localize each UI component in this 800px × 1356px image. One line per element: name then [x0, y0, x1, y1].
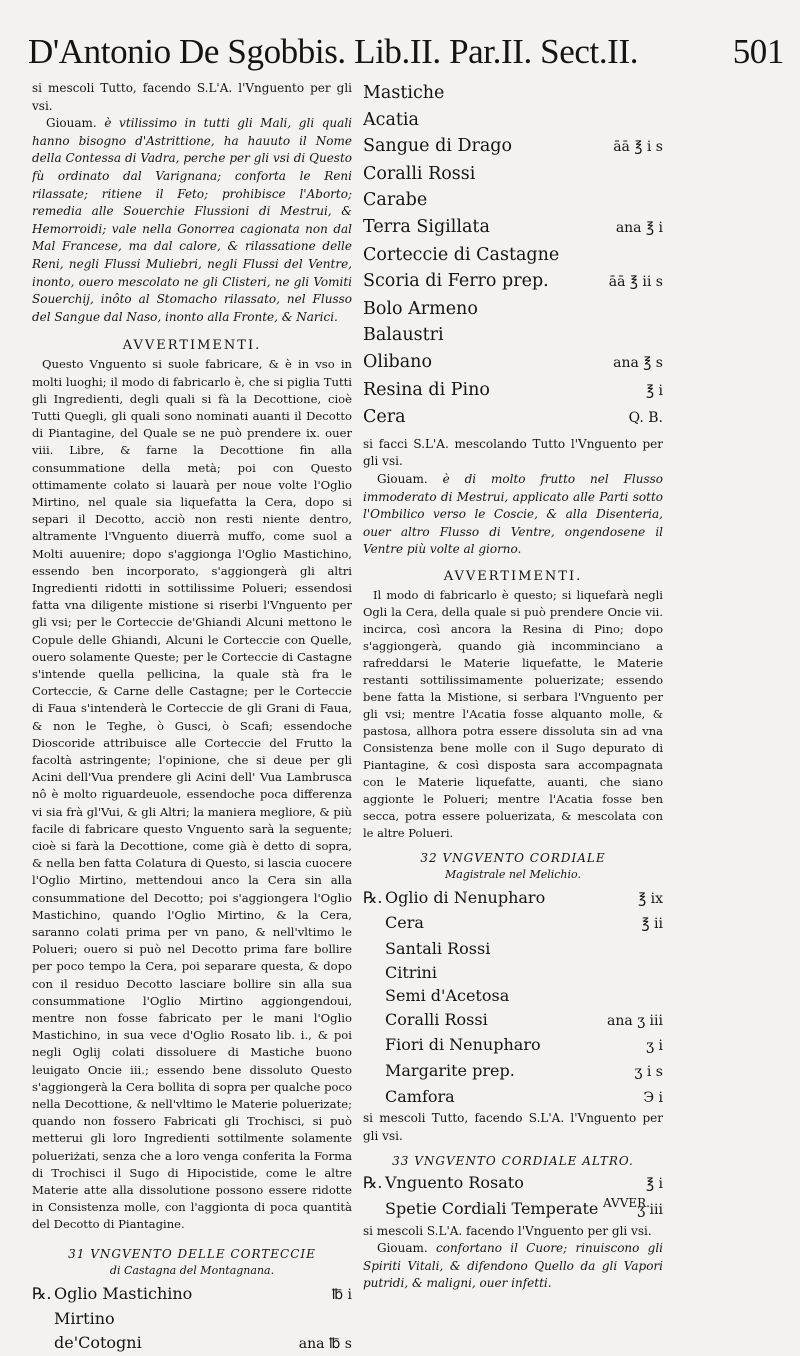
- ingredient-name-group: [32, 1307, 115, 1331]
- ingredient-quantity: āā ℥ i s: [613, 139, 663, 156]
- ingredient-row: [363, 242, 663, 269]
- ingredient-row: [363, 322, 663, 349]
- ingredient-name: Coralli Rossi: [363, 163, 476, 184]
- ingredient-name: Bolo Armeno: [363, 298, 478, 319]
- ingredient-name: Oglio di Nenupharo: [385, 887, 546, 907]
- recipe-31-title: 31 VNGVENTO DELLE CORTECCIE: [68, 1246, 316, 1261]
- ingredient-name: Margarite prep.: [385, 1061, 515, 1081]
- recipe-31-ingredients: [32, 1282, 352, 1356]
- ingredient-quantity: āā ℥ ii s: [608, 274, 663, 291]
- ingredient-name: Acatia: [363, 109, 419, 130]
- ingredient-name: de'Cotogni: [54, 1332, 142, 1352]
- ingredient-row: [363, 107, 663, 134]
- ingredient-name-group: [363, 911, 424, 935]
- ingredient-quantity: ℥ i: [645, 382, 663, 399]
- closing-text: si facci S.L'A. mescolando Tutto l'Vnguento per gli vsi.: [363, 436, 663, 469]
- recipe-33-title: 33 VNGVENTO CORDIALE ALTRO.: [392, 1154, 634, 1169]
- ingredient-name-group: [363, 1059, 515, 1083]
- avvertimenti-text-2: Il modo di fabricarlo è questo; si liquefarà negli Ogli la Cera, della quale si può prendere Oncie vii. incirca, così ancora la Resina di Pino; dopo s'aggiongerà, quando già incomminciano a rafreddarsi le Materie liquefatte, le Materie restanti sottilissimamente poluerizate; essendo bene fatta la Mistione, si serbara l'Vnguento per gli vsi; mentre l'Acatia fosse alquanto molle, & pastosa, allhora potra essere dissoluta sin ad vna Consistenza bene molle con il Sugo depurato di Piantagine, & così disposta sara accompagnata con le Materie liquefatte, auanti, che siano aggionte le Polueri; mentre l'Acatia fosse ben secca, potra essere poluerizata, & mescolata con le altre Polueri.: [363, 587, 663, 840]
- giouam-label: Giouam.: [46, 116, 97, 131]
- ingredient-row: [32, 1307, 352, 1331]
- ingredient-row: [363, 984, 663, 1008]
- ingredient-quantity: Q. B.: [628, 410, 663, 427]
- ingredient-row: [363, 404, 663, 432]
- right-column: [363, 80, 663, 1293]
- ingredient-quantity: ana ℥ s: [613, 354, 663, 371]
- ingredient-name-group: [363, 1197, 598, 1221]
- ingredient-row: [363, 268, 663, 296]
- ingredient-name: Semi d'Acetosa: [385, 986, 510, 1006]
- ingredient-row: [363, 214, 663, 242]
- ingredient-name-group: [363, 937, 490, 961]
- avvertimenti-heading-2: AVVERTIMENTI.: [443, 568, 583, 584]
- ingredient-quantity: ℥ i: [645, 1176, 663, 1193]
- ingredient-name-group: [363, 133, 512, 160]
- ingredient-name-group: [363, 1008, 488, 1032]
- ingredient-name-group: [363, 161, 475, 188]
- ingredient-name: Sangue di Drago: [363, 136, 513, 157]
- ingredient-name: Spetie Cordiali Temperate: [385, 1199, 599, 1218]
- ingredient-name-group: [363, 187, 427, 214]
- ingredient-name: Resina di Pino: [363, 379, 490, 400]
- ingredient-row: [363, 1033, 663, 1059]
- ingredient-name-group: [363, 242, 559, 269]
- giouam-text-3: confortano il Cuore; rinuiscono gli Spiriti Vitali, & difendono Quello da gli Vapori putridi, & maligni, ouer infetti.: [363, 1241, 663, 1291]
- ingredient-row: [363, 349, 663, 377]
- ingredient-name: Santali Rossi: [385, 939, 491, 959]
- ingredient-name: Citrini: [385, 962, 437, 982]
- ingredient-name: Oglio Mastichino: [54, 1283, 193, 1303]
- ingredient-row: [32, 1282, 352, 1308]
- recipe-symbol: ℞.: [363, 1173, 383, 1193]
- ingredient-row: [363, 187, 663, 214]
- ingredient-name-group: [32, 1331, 142, 1355]
- ingredient-quantity: ʒ i: [646, 1038, 663, 1055]
- ingredient-row: [363, 961, 663, 985]
- ingredient-row: [363, 296, 663, 323]
- ingredient-quantity: ana ℔ s: [298, 1335, 352, 1352]
- closing-text-32: si mescoli Tutto, facendo S.L'A. l'Vnguento per gli vsi.: [363, 1111, 663, 1143]
- ingredient-quantity: ʒ i s: [634, 1064, 663, 1081]
- ingredient-name-group: [363, 377, 490, 404]
- giouam-label-3: Giouam.: [377, 1241, 428, 1256]
- ingredient-row: [363, 161, 663, 188]
- ingredient-name: Mastiche: [363, 83, 445, 103]
- giouam-note: [32, 115, 352, 326]
- page-number: 501: [732, 32, 784, 71]
- avvertimenti-text: Questo Vnguento si suole fabricare, & è in vso in molti luoghi; il modo di fabricarlo è, che si piglia Tutti gli Ingredienti, degli quali si fà la Decottione, cioè Tutti Quegli, gli quali sono nominati auanti il Decotto di Piantagine, del Quale se ne può prendere ix. ouer viii. Libre, & farne la Decottione fin alla consummatione della metà; poi con Questo ottimamente colato si lauarà per noue volte l'Oglio Mirtino, nel quale sia liquefatta la Cera, dopo si separi il Decotto, acciò non resti niente dentro, altramente l'Vnguento diuerrà muffo, come suol a Molti auuenire; dopo s'aggionga l'Oglio Mastichino, essendo ben incorporato, s'aggiongerà gli altri Ingredienti ridotti in sottilissime Polueri; essendosi fatta vna diligente mistione si riserbi l'Vnguento per gli vsi; per le Corteccie de'Ghiandi Alcuni mettono le Copule delle Ghiandi, Alcuni le Corteccie con Quelle, ouero solamente Queste; per le Corteccie di Castagne s'intende quella pellicina, la quale stà fra le Corteccie, & Carne delle Castagne; per le Corteccie di Faua s'intenderà le Corteccie de gli Grani di Faua, & non le Teghe, ò Gusci, ò Scafi; essendoche Dioscoride attribuisce alle Corteccie del Frutto la facoltà astringente; l'opinione, che si deue per gli Acini dell'Vua prendere gli Acini dell' Vua Lambrusca nô è molto riguardeuole, essendoche poca differenza vi sia frà gl'Vui, & gli Altri; la maniera megliore, & più facile di fabricare questo Vnguento sarà la seguente; cioè si farà la Decottione, come già è detto di sopra, & nella ben fatta Colatura di Questo, si lascia cuocere l'Oglio Mirtino, mettendoui anco la Cera sin alla consummatione del Decotto; poi s'aggiongera l'Oglio Mastichino, quando l'Oglio Mirtino, & la Cera, saranno colati prima per vn pano, & nell'vltimo le Polueri; ouero si può nel Decotto prima fare bollire per poco tempo la Cera, poi separare questa, & dopo con il residuo Decotto lasciare bollire sin alla sua consummatione l'Oglio Mirtino aggiongendoui, mentre non fosse fabricato per le mani l'Oglio Mastichino, in sua vece d'Oglio Rosato lib. i., & poi negli Oglij colati dissoluere di Mastiche buono leuigato Oncie iii.; essendo bene dissoluto Questo s'aggiongerà la Cera bollita di sopra per qualche poco nella Decottione, & nell'vltimo le Materie poluerizate; quando non fossero Fabricati gli Trochisci, si può metterui gli loro Ingredienti sottilmente solamente polueriżati, senza che a loro venga conferita la Forma di Trochisci il Sugo di Hipocistide, come le altre Materie atte alla dissolutione possono essere ridotte in Consistenza molle, con l'aggionta di poca quantità del Decotto di Piantagine.: [32, 357, 352, 1232]
- ingredient-row: [363, 1085, 663, 1111]
- giouam-label-2: Giouam.: [377, 471, 428, 486]
- ingredient-name-group: [363, 1171, 524, 1195]
- ingredient-list: [363, 80, 663, 432]
- ingredient-name-group: [363, 107, 419, 134]
- ingredient-quantity: ℥ ii: [641, 916, 663, 933]
- ingredient-name-group: [363, 886, 545, 910]
- recipe-32-ingredients: [363, 886, 663, 1110]
- ingredient-name-group: [363, 1085, 455, 1109]
- ingredient-row: [363, 911, 663, 937]
- ingredient-quantity: ana ʒ iii: [607, 1012, 663, 1029]
- recipe-32-subtitle: Magistrale nel Melichio.: [445, 867, 581, 881]
- giouam-note-2: [363, 471, 663, 559]
- ingredient-row: [32, 1331, 352, 1356]
- ingredient-name-group: [363, 349, 432, 376]
- recipe-31-subtitle: di Castagna del Montagnana.: [109, 1263, 275, 1277]
- ingredient-quantity: ʒ iii: [637, 1202, 663, 1218]
- ingredient-name-group: [32, 1282, 192, 1306]
- ingredient-row: [363, 133, 663, 161]
- running-header: [28, 30, 788, 74]
- ingredient-name: Carabe: [363, 190, 428, 211]
- ingredient-row: [363, 937, 663, 961]
- avvertimenti-heading: AVVERTIMENTI.: [122, 338, 262, 354]
- ingredient-name-group: [363, 214, 490, 241]
- ingredient-row: [363, 80, 663, 107]
- catchword: AVVER.: [602, 1196, 650, 1210]
- ingredient-name: Corteccie di Castagne: [363, 244, 560, 265]
- ingredient-name-group: [363, 296, 478, 323]
- ingredient-name: Coralli Rossi: [385, 1009, 488, 1029]
- ingredient-name: Mirtino: [54, 1309, 115, 1329]
- ingredient-name-group: [363, 268, 549, 295]
- ingredient-name-group: [363, 961, 437, 985]
- ingredient-quantity: ℥ ix: [638, 890, 663, 907]
- ingredient-quantity: ana ℥ i: [615, 219, 663, 236]
- ingredient-row: [363, 1059, 663, 1085]
- ingredient-row: [363, 886, 663, 912]
- ingredient-name: Olibano: [363, 351, 432, 372]
- ingredient-quantity: ℔ i: [331, 1286, 352, 1303]
- ingredient-row: [363, 1171, 663, 1197]
- left-column: [32, 80, 352, 1356]
- ingredient-name: Fiori di Nenupharo: [385, 1035, 541, 1055]
- ingredient-name: Scoria di Ferro prep.: [363, 271, 549, 292]
- intro-text: si mescoli Tutto, facendo S.L'A. l'Vnguento per gli vsi.: [32, 81, 352, 113]
- recipe-symbol: ℞.: [363, 887, 383, 907]
- closing-text-33: si mescoli S.L'A. facendo l'Vnguento per gli vsi.: [363, 1223, 652, 1238]
- ingredient-name: Camfora: [385, 1086, 455, 1106]
- ingredient-name-group: [363, 404, 406, 431]
- ingredient-name-group: [363, 984, 509, 1008]
- ingredient-name-group: [363, 80, 444, 107]
- ingredient-name-group: [363, 1033, 541, 1057]
- giouam-note-3: [363, 1240, 663, 1293]
- ingredient-row: [363, 377, 663, 405]
- giouam-text: è vtilissimo in tutti gli Mali, gli quali hanno bisogno d'Astrittione, ha hauuto il Nome della Contessa di Vadra, perche per gli vsi di Questo fù ordinato dal Varignana; conforta le Reni rilassate; ritiene il Feto; prohibisce l'Aborto; remedia alle Souerchie Flussioni di Mestrui, & Hemorroidi; vale nella Gonorrea cagionata non dal Mal Francese, ma dal calore, & rilassatione delle Reni, negli Flussi Muliebri, negli Flussi del Ventre, inonto, ouero mescolato ne gli Clisteri, ne gli Vomiti Souerchij, inôto al Stomacho rilassato, nel Flusso del Sangue dal Naso, inonto alla Fronte, & Narici.: [32, 116, 352, 324]
- giouam-text-2: è di molto frutto nel Flusso immoderato di Mestrui, applicato alle Parti sotto l'Ombilico verso le Coscie, & alla Disenteria, ouer altro Flusso di Ventre, ongendosene il Ventre più volte al giorno.: [363, 471, 663, 557]
- ingredient-name-group: [363, 322, 444, 349]
- running-title: D'Antonio De Sgobbis. Lib.II. Par.II. Sect.II.: [28, 32, 639, 71]
- ingredient-name: Cera: [363, 407, 406, 428]
- ingredient-name: Vnguento Rosato: [385, 1173, 524, 1193]
- ingredient-name: Cera: [385, 913, 424, 933]
- ingredient-name: Terra Sigillata: [363, 216, 490, 237]
- recipe-symbol: ℞.: [32, 1283, 52, 1303]
- ingredient-row: [363, 1008, 663, 1034]
- recipe-32-title: 32 VNGVENTO CORDIALE: [420, 850, 606, 865]
- ingredient-quantity: Э i: [643, 1089, 663, 1106]
- ingredient-name: Balaustri: [363, 325, 444, 346]
